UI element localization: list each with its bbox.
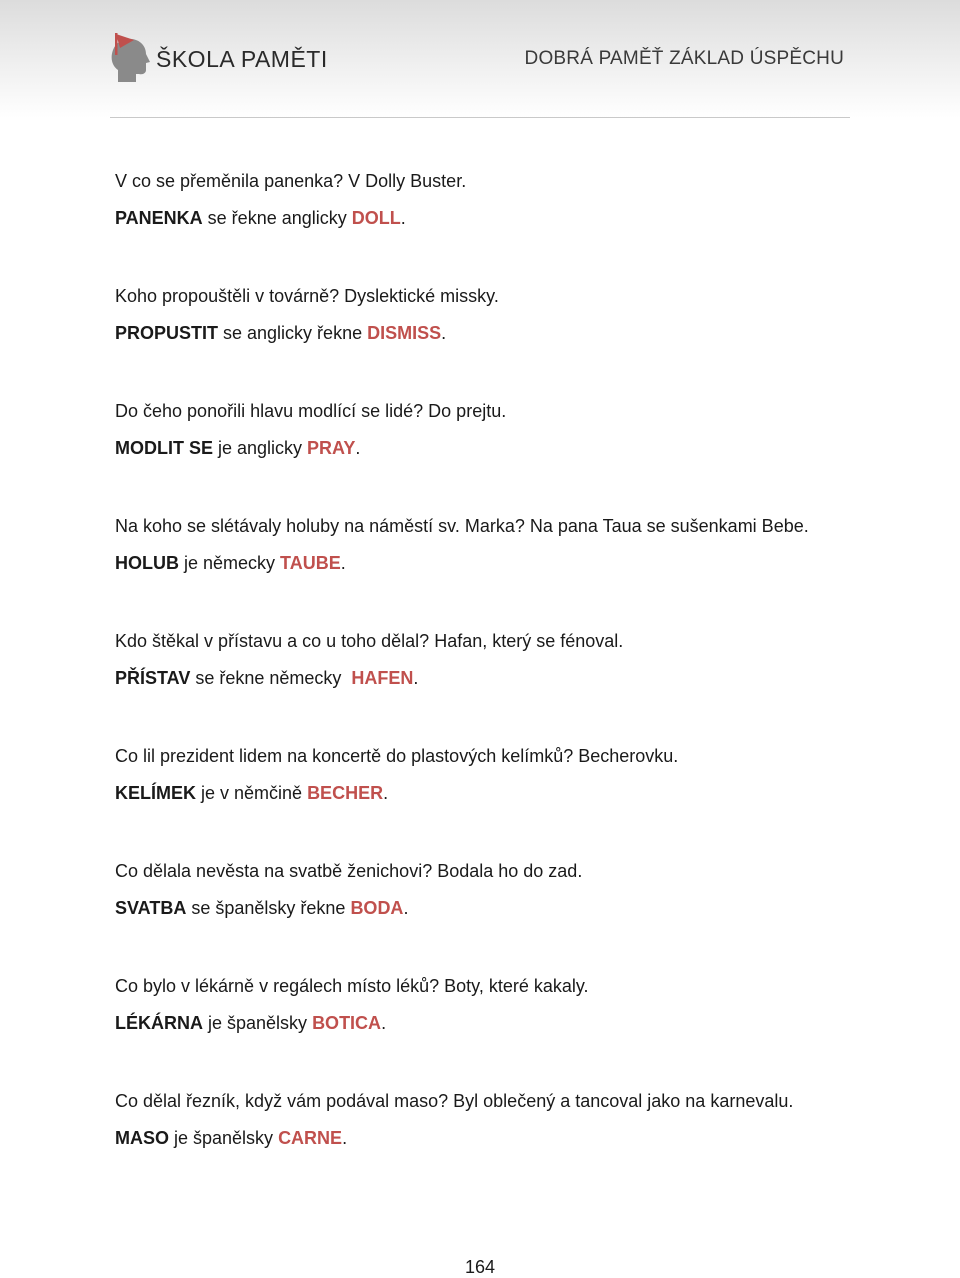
question-line: V co se přeměnila panenka? V Dolly Buster. xyxy=(115,171,467,191)
translation-word: DISMISS xyxy=(367,323,442,343)
question-line: Na koho se slétávaly holuby na náměstí sv. Marka? Na pana Taua se sušenkami Bebe. xyxy=(115,516,809,536)
czech-word: LÉKÁRNA xyxy=(115,1013,203,1033)
answer-connector: se španělsky řekne xyxy=(186,898,351,918)
answer-line xyxy=(115,436,360,460)
czech-word: MODLIT SE xyxy=(115,438,213,458)
answer-end: . xyxy=(381,1013,387,1033)
translation-word: TAUBE xyxy=(280,553,341,573)
logo-text: ŠKOLA PAMĚTI xyxy=(156,46,328,72)
answer-line xyxy=(115,896,408,920)
translation-word: BODA xyxy=(350,898,404,918)
answer-connector: se řekne anglicky xyxy=(202,208,352,228)
answer-end: . xyxy=(441,323,447,343)
answer-connector: je anglicky xyxy=(213,438,308,458)
czech-word: PŘÍSTAV xyxy=(115,668,191,688)
answer-line xyxy=(115,321,446,345)
translation-word: BECHER xyxy=(307,783,384,803)
answer-end: . xyxy=(403,898,409,918)
answer-end: . xyxy=(340,553,346,573)
answer-connector: je španělsky xyxy=(169,1128,279,1148)
header-divider xyxy=(110,117,850,118)
czech-word: PROPUSTIT xyxy=(115,323,219,343)
answer-line xyxy=(115,1126,347,1150)
czech-word: MASO xyxy=(115,1128,169,1148)
question-line: Co dělal řezník, když vám podával maso? Byl oblečený a tancoval jako na karnevalu. xyxy=(115,1091,794,1111)
answer-end: . xyxy=(342,1128,348,1148)
czech-word: SVATBA xyxy=(115,898,187,918)
czech-word: HOLUB xyxy=(115,553,179,573)
translation-word: HAFEN xyxy=(351,668,414,688)
question-line: Co lil prezident lidem na koncertě do plastových kelímků? Becherovku. xyxy=(115,746,679,766)
answer-line xyxy=(115,781,388,805)
answer-line xyxy=(115,666,418,690)
answer-connector: se řekne německy xyxy=(190,668,352,688)
question-line: Koho propouštěli v továrně? Dyslektické missky. xyxy=(115,286,499,306)
answer-connector: je španělsky xyxy=(203,1013,313,1033)
header-tagline: DOBRÁ PAMĚŤ ZÁKLAD ÚSPĚCHU xyxy=(524,48,844,69)
answer-end: . xyxy=(383,783,389,803)
translation-word: BOTICA xyxy=(312,1013,382,1033)
translation-word: DOLL xyxy=(351,208,401,228)
answer-end: . xyxy=(413,668,419,688)
page-header xyxy=(0,0,960,118)
answer-line xyxy=(115,206,406,230)
question-line: Co bylo v lékárně v regálech místo léků? Boty, které kakaly. xyxy=(115,976,589,996)
question-line: Do čeho ponořili hlavu modlící se lidé? Do prejtu. xyxy=(115,401,507,421)
czech-word: PANENKA xyxy=(115,208,203,228)
translation-word: CARNE xyxy=(278,1128,343,1148)
czech-word: KELÍMEK xyxy=(115,783,196,803)
answer-connector: se anglicky řekne xyxy=(218,323,368,343)
answer-line xyxy=(115,551,346,575)
head-logo-icon xyxy=(104,30,164,90)
answer-end: . xyxy=(400,208,406,228)
translation-word: PRAY xyxy=(307,438,356,458)
question-line: Co dělala nevěsta na svatbě ženichovi? Bodala ho do zad. xyxy=(115,861,583,881)
answer-connector: je německy xyxy=(179,553,281,573)
answer-connector: je v němčině xyxy=(196,783,308,803)
page-number: 164 xyxy=(464,1257,496,1277)
answer-end: . xyxy=(355,438,361,458)
question-line: Kdo štěkal v přístavu a co u toho dělal? Hafan, který se fénoval. xyxy=(115,631,624,651)
answer-line xyxy=(115,1011,386,1035)
